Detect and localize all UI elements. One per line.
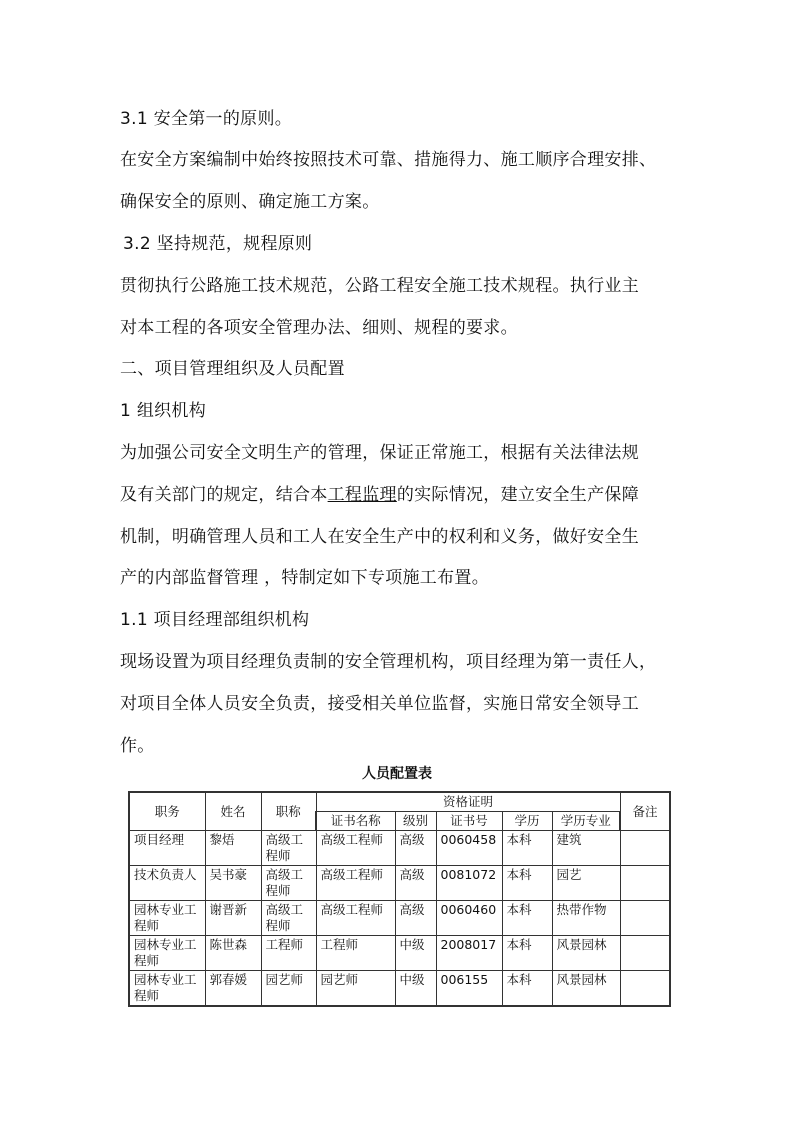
cell-cert-no: 0060458 [436, 831, 502, 866]
paragraph-line: 在安全方案编制中始终按照技术可靠、措施得力、施工顺序合理安排、 [120, 150, 657, 170]
cell-major: 风景园林 [552, 936, 620, 971]
header-qualification: 资格证明 [316, 792, 620, 812]
header-education: 学历 [502, 812, 552, 831]
paragraph-line: 产的内部监督管理 ，特制定如下专项施工布置。 [120, 568, 490, 588]
cell-cert-no: 0060460 [436, 901, 502, 936]
cell-cert-no: 2008017 [436, 936, 502, 971]
paragraph-line: 贯彻执行公路施工技术规范，公路工程安全施工技术规程。执行业主 [120, 276, 639, 296]
cell-level: 高级 [395, 901, 436, 936]
section-heading-2: 二、项目管理组织及人员配置 [120, 359, 345, 379]
paragraph-line: 为加强公司安全文明生产的管理，保证正常施工，根据有关法律法规 [120, 443, 639, 463]
cell-remarks [620, 936, 670, 971]
cell-cert-no: 006155 [436, 971, 502, 1007]
header-cert-name: 证书名称 [316, 812, 395, 831]
cell-cert-name: 高级工程师 [316, 901, 395, 936]
paragraph-line: 对项目全体人员安全负责，接受相关单位监督，实施日常安全领导工 [120, 694, 639, 714]
cell-education: 本科 [502, 831, 552, 866]
paragraph-line: 确保安全的原则、确定施工方案。 [120, 192, 380, 212]
heading-3-2: 3.2 坚持规范，规程原则 [123, 234, 313, 254]
heading-1-1: 1.1 项目经理部组织机构 [120, 610, 310, 630]
paragraph-line: 对本工程的各项安全管理办法、细则、规程的要求。 [120, 318, 518, 338]
header-cert-no: 证书号 [436, 812, 502, 831]
cell-education: 本科 [502, 936, 552, 971]
cell-title: 高级工程师 [261, 831, 316, 866]
paragraph-line: 现场设置为项目经理负责制的安全管理机构，项目经理为第一责任人， [120, 652, 657, 672]
heading-1: 1 组织机构 [120, 401, 207, 421]
table-title: 人员配置表 [362, 766, 432, 782]
text-segment: 的实际情况，建立安全生产保障 [396, 485, 640, 505]
cell-cert-name: 园艺师 [316, 971, 395, 1007]
cell-major: 建筑 [552, 831, 620, 866]
cell-position: 技术负责人 [129, 866, 205, 901]
table-row [129, 831, 670, 866]
header-remarks: 备注 [620, 792, 670, 831]
cell-cert-no: 0081072 [436, 866, 502, 901]
cell-title: 高级工程师 [261, 901, 316, 936]
cell-position: 园林专业工程师 [129, 936, 205, 971]
cell-level: 中级 [395, 936, 436, 971]
cell-name: 谢晋新 [205, 901, 261, 936]
cell-major: 园艺 [552, 866, 620, 901]
cell-remarks [620, 831, 670, 866]
header-title: 职称 [261, 792, 316, 831]
cell-title: 园艺师 [261, 971, 316, 1007]
heading-3-1: 3.1 安全第一的原则。 [120, 109, 293, 129]
cell-education: 本科 [502, 901, 552, 936]
cell-major: 热带作物 [552, 901, 620, 936]
cell-position: 园林专业工程师 [129, 901, 205, 936]
table-row [129, 971, 670, 1007]
engineering-supervision-link[interactable]: 工程监理 [327, 485, 397, 505]
text-segment: 及有关部门的规定，结合本 [120, 485, 328, 505]
header-position: 职务 [129, 792, 205, 831]
cell-education: 本科 [502, 971, 552, 1007]
paragraph-line: 作。 [120, 736, 155, 756]
header-level: 级别 [395, 812, 436, 831]
cell-position: 园林专业工程师 [129, 971, 205, 1007]
cell-remarks [620, 866, 670, 901]
cell-major: 风景园林 [552, 971, 620, 1007]
table-row [129, 936, 670, 971]
staff-table [128, 791, 671, 1007]
table-row [129, 866, 670, 901]
cell-cert-name: 高级工程师 [316, 866, 395, 901]
cell-level: 高级 [395, 866, 436, 901]
cell-name: 陈世森 [205, 936, 261, 971]
cell-name: 郭春媛 [205, 971, 261, 1007]
cell-title: 工程师 [261, 936, 316, 971]
header-major: 学历专业 [552, 812, 620, 831]
paragraph-line: 机制，明确管理人员和工人在安全生产中的权利和义务，做好安全生 [120, 527, 639, 547]
paragraph-line [120, 485, 639, 505]
cell-cert-name: 高级工程师 [316, 831, 395, 866]
cell-education: 本科 [502, 866, 552, 901]
cell-level: 高级 [395, 831, 436, 866]
cell-title: 高级工程师 [261, 866, 316, 901]
cell-level: 中级 [395, 971, 436, 1007]
header-name: 姓名 [205, 792, 261, 831]
cell-name: 吴书豪 [205, 866, 261, 901]
cell-remarks [620, 971, 670, 1007]
table-row [129, 901, 670, 936]
cell-remarks [620, 901, 670, 936]
cell-name: 黎焐 [205, 831, 261, 866]
cell-cert-name: 工程师 [316, 936, 395, 971]
cell-position: 项目经理 [129, 831, 205, 866]
